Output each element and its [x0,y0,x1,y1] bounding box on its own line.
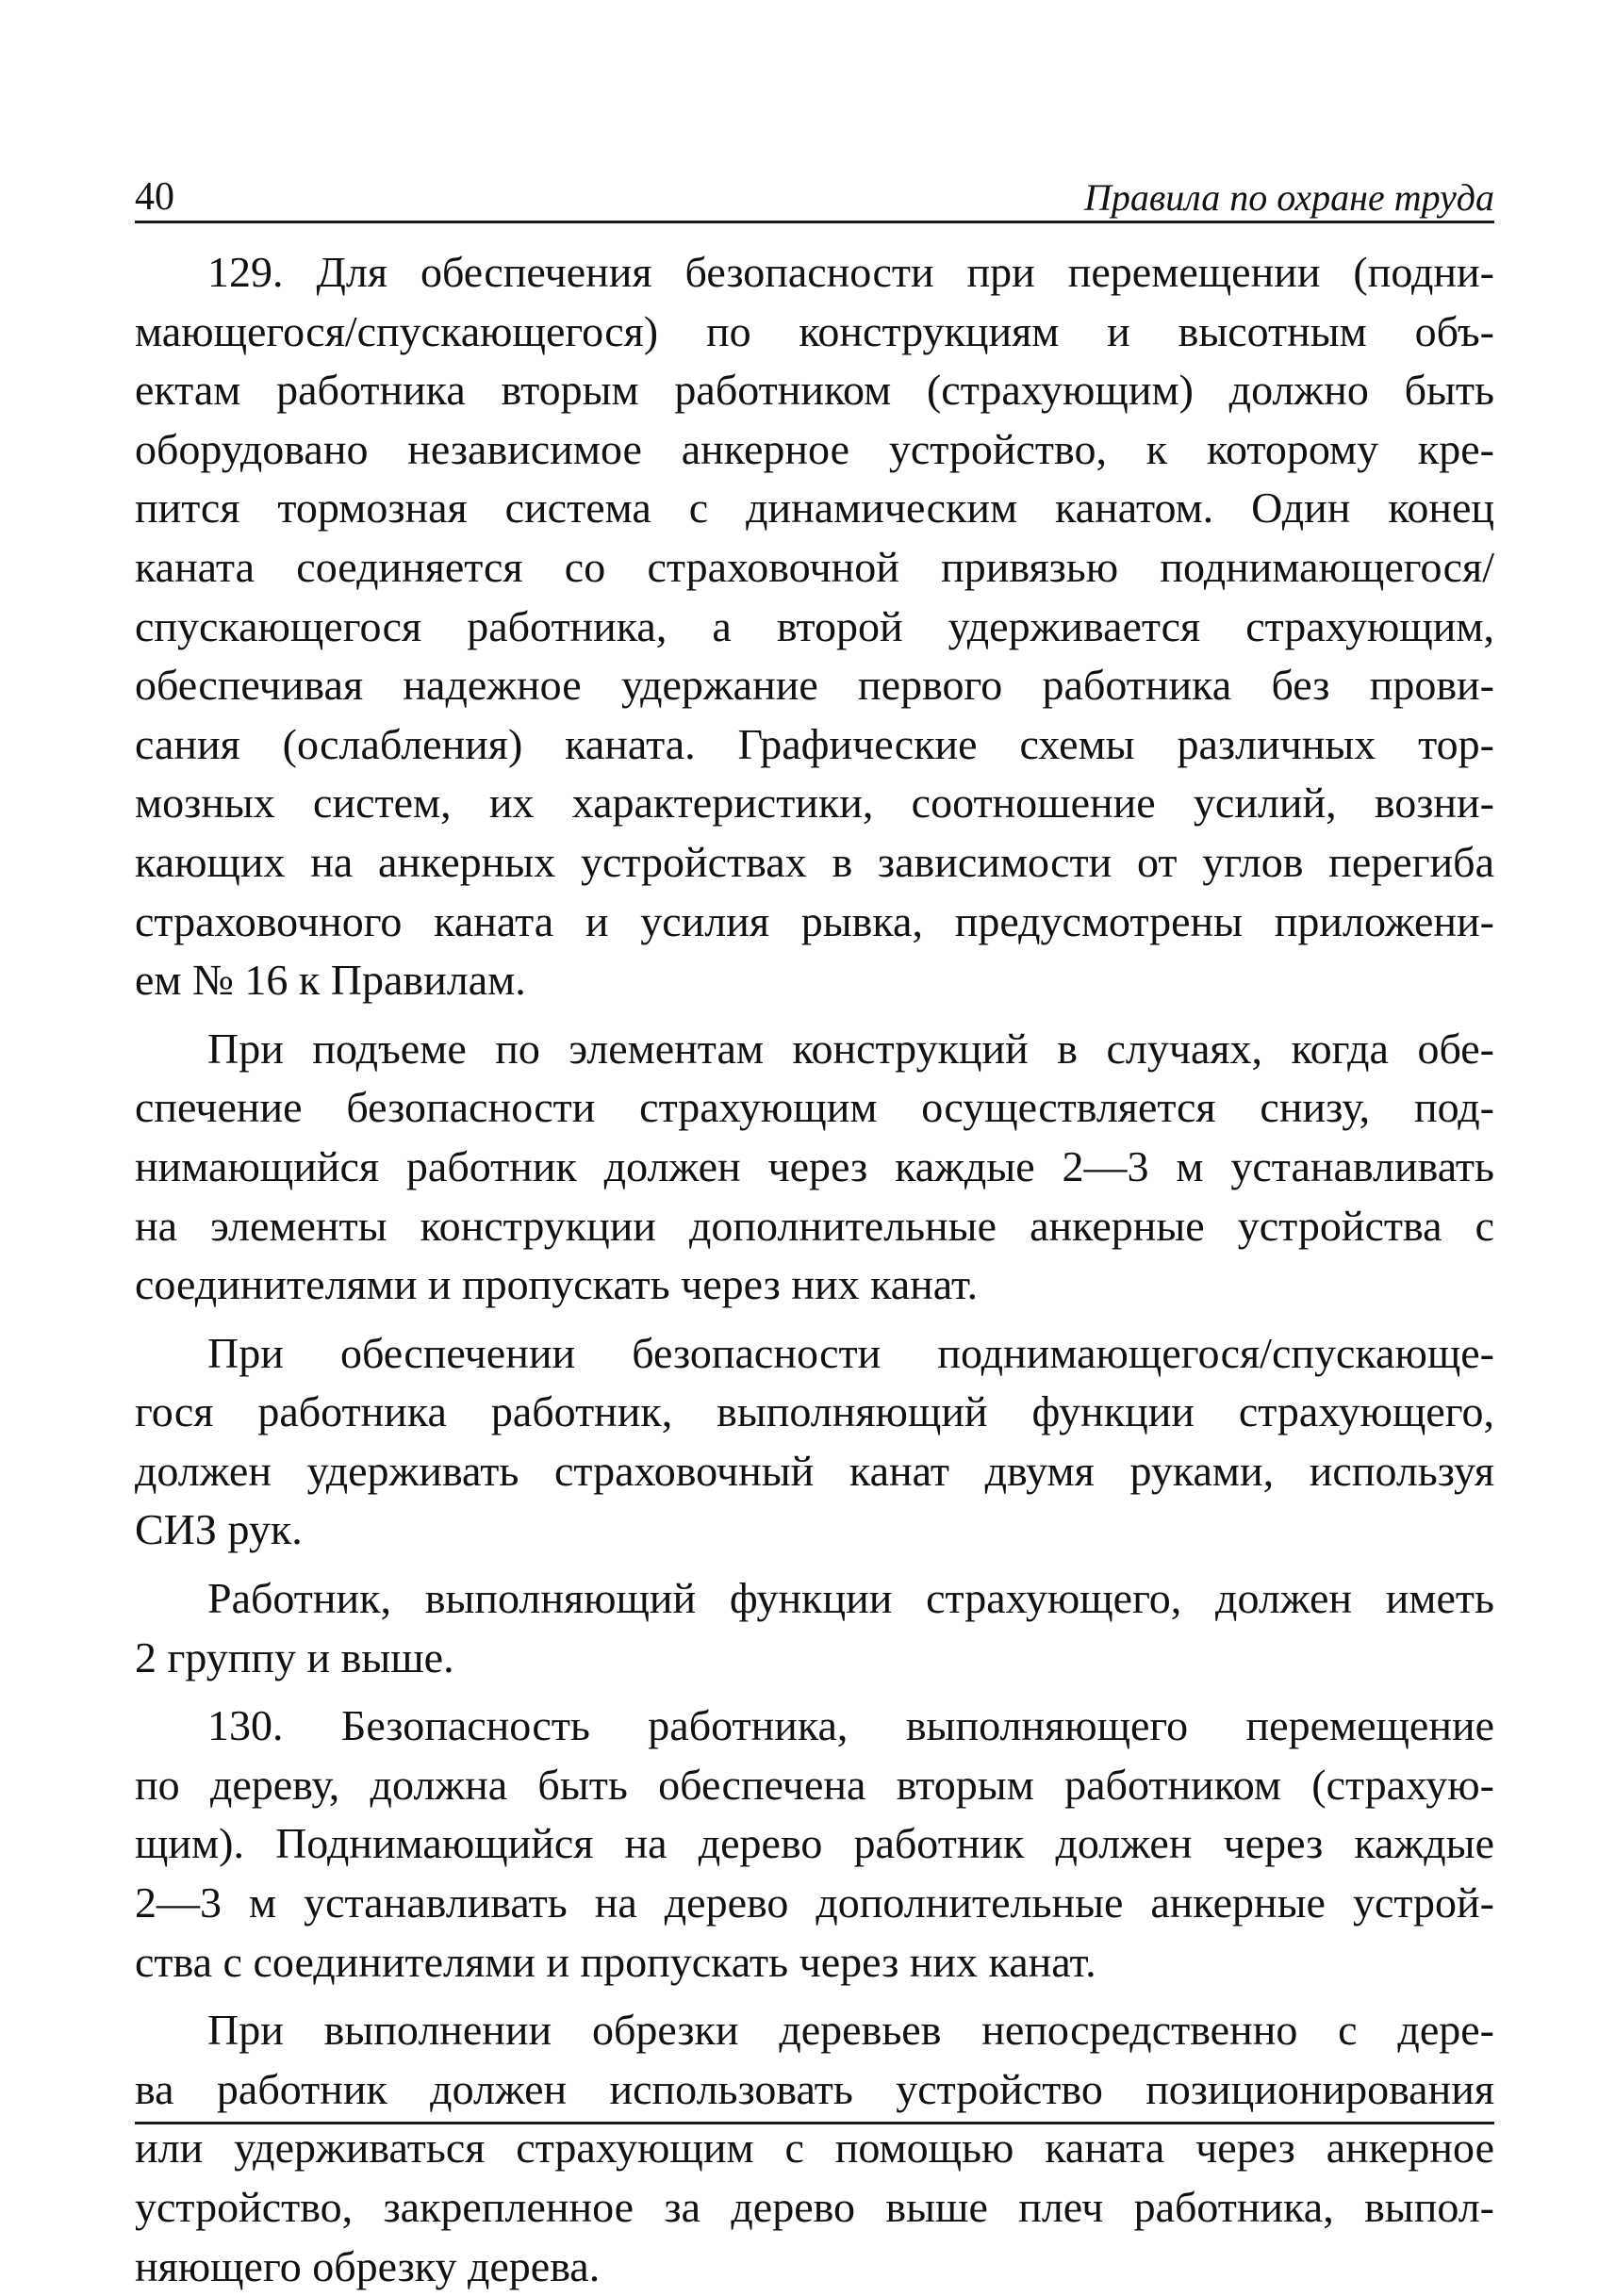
paragraph-gap [135,1992,1494,2001]
paragraph-gap [135,1315,1494,1324]
text-line: обеспечивая надежное удержание первого работника без прови- [135,661,1494,710]
text-line: пится тормозная система с динамическим канатом. Один конец [135,484,1494,533]
paragraph-130 [135,1697,1494,1992]
text-line: 129. Для обеспечения безопасности при перемещении (подни- [207,248,1494,296]
text-line: няющего обрезку дерева. [135,2241,601,2290]
paragraph-gap [135,1687,1494,1697]
text-line: Работник, выполняющий функции страхующего, должен иметь [207,1574,1494,1623]
running-title: Правила по охране труда [1084,176,1494,219]
text-line: спечение безопасности страхующим осуществляется снизу, под- [135,1083,1494,1132]
text-line: мозных систем, их характеристики, соотношение усилий, возни- [135,779,1494,828]
bottom-rule [135,2122,1494,2124]
page-header [135,168,1494,223]
text-line: 2 группу и выше. [135,1632,454,1681]
text-line: СИЗ рук. [135,1505,303,1554]
paragraph-belayer-group [135,1569,1494,1687]
text-line: или удерживаться страхующим с помощью каната через анкерное [135,2124,1494,2173]
text-line: ем № 16 к Правилам. [135,956,526,1005]
text-line: ектам работника вторым работником (страхующим) должно быть [135,366,1494,415]
text-line: по дереву, должна быть обеспечена вторым работником (страхую- [135,1760,1494,1809]
text-line: спускающегося работника, а второй удерживается страхующим, [135,601,1494,650]
paragraph-belayer-hands [135,1324,1494,1560]
text-line: мающегося/спускающегося) по конструкциям и высотным объ- [135,306,1494,355]
text-line: щим). Поднимающийся на дерево работник должен через каждые [135,1819,1494,1868]
text-line: каната соединяется со страховочной привязью поднимающегося/ [135,542,1494,591]
text-line: гося работника работник, выполняющий функции страхующего, [135,1387,1494,1436]
body-text [135,243,1494,2296]
text-line: При подъеме по элементам конструкций в случаях, когда обе- [207,1024,1494,1073]
text-line: кающих на анкерных устройствах в зависимости от углов перегиба [135,837,1494,886]
text-line: нимающийся работник должен через каждые 2—3 м устанавливать [135,1141,1494,1190]
text-line: страховочного каната и усилия рывка, предусмотрены приложени- [135,896,1494,945]
text-line: ва работник должен использовать устройство позиционирования [135,2064,1494,2113]
text-line: 130. Безопасность работника, выполняющего перемещение [207,1701,1494,1750]
text-line: оборудовано независимое анкерное устройство, к которому кре- [135,424,1494,473]
paragraph-gap [135,1560,1494,1569]
text-line: устройство, закрепленное за дерево выше плеч работника, выпол- [135,2183,1494,2231]
text-line: При выполнении обрезки деревьев непосредственно с дере- [207,2006,1494,2055]
paragraph-129 [135,243,1494,1010]
text-line: сания (ослабления) каната. Графические схемы различных тор- [135,719,1494,768]
text-line: должен удерживать страховочный канат двумя руками, используя [135,1446,1494,1495]
text-line: соединителями и пропускать через них канат. [135,1260,979,1309]
text-line: 2—3 м устанавливать на дерево дополнительные анкерные устрой- [135,1878,1494,1927]
text-line: ства с соединителями и пропускать через них канат. [135,1937,1096,1986]
paragraph-ascent-structures [135,1020,1494,1315]
page-number: 40 [135,175,174,219]
text-line: на элементы конструкции дополнительные анкерные устройства с [135,1201,1494,1250]
paragraph-gap [135,1010,1494,1020]
text-line: При обеспечении безопасности поднимающегося/спускающе- [207,1328,1494,1377]
paragraph-tree-pruning [135,2001,1494,2296]
